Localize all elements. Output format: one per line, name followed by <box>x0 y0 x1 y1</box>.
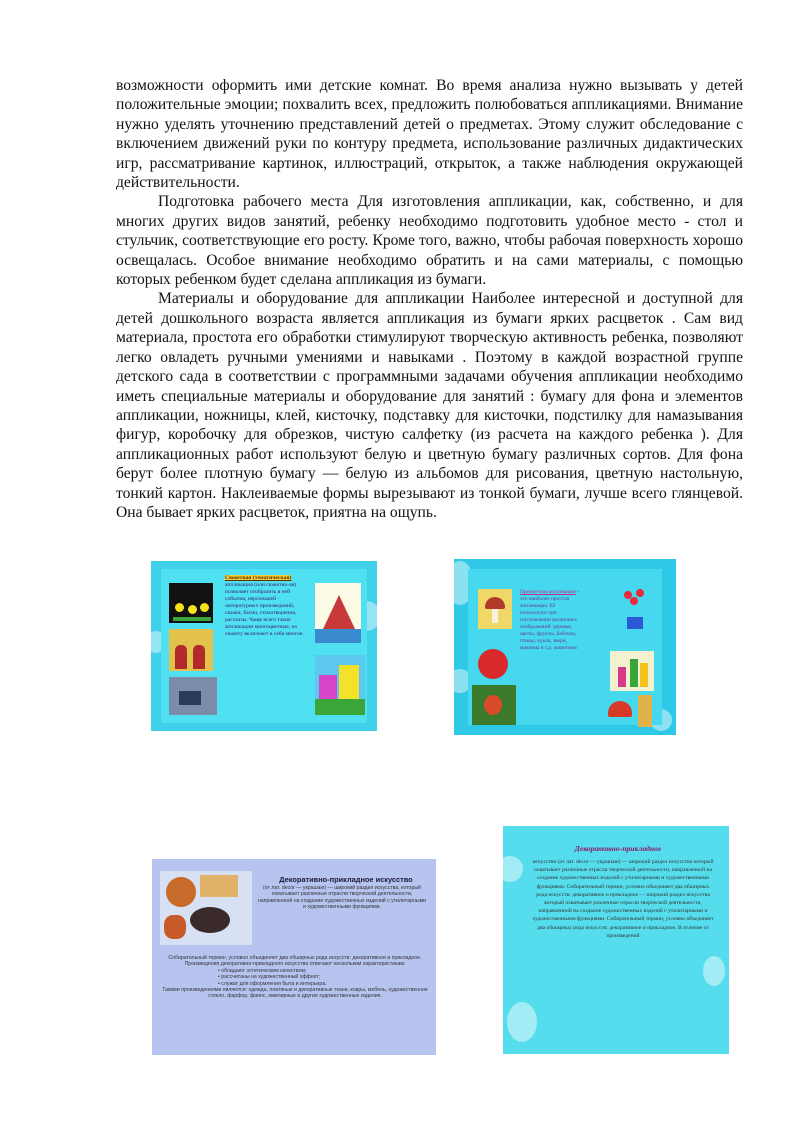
houses-picture <box>315 655 365 715</box>
ladybug-picture <box>478 649 508 679</box>
list-item: • служат для оформления быта и интерьера. <box>162 981 428 987</box>
slide-3-bullets <box>162 968 428 987</box>
slide-1-body: аппликация (или сюжетно-ая) позволяет отобразить в ней события, персонажей литературных произведений, сказки, басни, стихотворения, рассказы. Чаще всего такие аппликации многоцветные, по сюжету включают в себя многое. <box>225 582 304 637</box>
toys-picture <box>610 651 654 691</box>
slide-3-intro: (от лат. decor — украшаю) — широкий раздел искусства, который охватывает различные отрасли творческой деятельности, направленной на создание художественных изделий с утилитарными и художественными функциями. <box>257 885 427 911</box>
ceramics-picture <box>160 871 252 945</box>
slide-3-characteristics: Произведения декоративно-прикладного искусства отвечают нескольким характеристикам: <box>184 961 406 968</box>
list-item: • рассчитаны на художественный эффект; <box>162 974 428 980</box>
slide-object-applique <box>454 559 676 735</box>
slide-thematic-applique <box>151 561 377 731</box>
paragraph-2: Подготовка рабочего места Для изготовления аппликации, как, собственно, и для многих других видов занятий, ребенку необходимо подготовить удобное место - стол и стульчик, соответствующие его росту. Кроме того, важно, чтобы рабочая поверхность хорошо освещалась. Особое внимание необходимо обратить и на сами материалы, с помощью которых ребенком будет сделана аппликация из бумаги. <box>116 193 743 289</box>
slide-decorative-art-2 <box>503 826 729 1054</box>
chicks-picture <box>169 583 213 623</box>
figures-picture <box>169 629 213 671</box>
slide-decorative-art <box>152 859 436 1055</box>
slide-3-terms: Собирательный термин, условно объединяет два обширных рода искусств: декоративное и прикладное. <box>168 955 422 961</box>
list-item: • обладают эстетическим качеством; <box>162 968 428 974</box>
slide-1-title: Сюжетная (тематическая) <box>225 575 292 581</box>
body-text <box>116 76 743 522</box>
sailboat-picture <box>315 583 361 643</box>
slide-4-body: искусство (от лат. decor — украшаю) — широкий раздел искусства который охватывает различные отрасли творческой деятельности, направленной на создание художественных изделий с утилитарными и художественными функциями. Собирательный термин, условно объединяет два обширных рода искусств: декоративное и прикладное — широкий раздел искусства который охватывает различные отрасли творческой деятельности, направленной на создание художественных изделий с утилитарными и художественными функциями. Собирательный термин, условно объединяет два обширных рода искусств: декоративное и прикладное. В отличие от произведений <box>532 859 714 939</box>
slide-2-caption <box>520 589 582 652</box>
slide-3-examples: Такими произведениями являются: одежда, платяные и декоративные ткани, ковры, мебель, художественное стекло, фарфор, фаянс, ювелирные и другие художественные изделия. <box>162 987 428 1000</box>
bird-picture <box>472 685 516 725</box>
flowerpot-picture <box>622 589 648 631</box>
slide-2-body: – это наиболее простая аппликация. Её используют при изготовлении различных изображений: деревья, цветы, фрукты, бабочки, птицы, кукла, звери, машины и т.д. животные. <box>520 589 580 651</box>
rain-picture <box>169 677 217 715</box>
paragraph-1: возможности оформить ими детские комнат. Во время анализа нужно вызывать у детей положительные эмоции; похвалить всех, предложить полюбоваться аппликациями. Внимание нужно уделять уточнению представлений детей о предметах. Этому служит обследование с включением движений руки по контуру предмета, использование различных дидактических игр, рассматривание картинок, иллюстраций, открыток, а также наблюдения окружающей действительности. <box>116 77 743 192</box>
mushroom-house-picture <box>604 691 658 731</box>
mushroom-picture <box>478 589 512 629</box>
slide-1-caption <box>225 575 305 638</box>
slide-3-details <box>162 955 428 1000</box>
paragraph-3: Материалы и оборудование для аппликации Наиболее интересной и доступной для детей дошкольного возраста является аппликация из бумаги ярких расцветок . Сам вид материала, простота его обработки стимулируют творческую активность ребенка, позволяют легко овладеть ручными умениями и навыками . Поэтому в каждой возрастной группе детского сада в соответствии с программными задачами обучения аппликации необходимо иметь специальные материалы и оборудование для занятий : бумагу для фона и элементов аппликации, ножницы, клей, кисточку, подставку для кисточки, подстилку для намазывания фигур, коробочку для обрезков, чистую салфетку (из расчета на каждого ребенка ). Для аппликационных работ используют белую и цветную бумагу различных сортов. Для фона берут более плотную бумагу — белую из альбомов для рисования, цветную настольную, тонкий картон. Наклеиваемые формы вырезывают из тонкой бумаги, лучше всего глянцевой. Она бывает ярких расцветок, приятна на ощупь. <box>116 290 743 521</box>
slide-3-title: Декоративно-прикладное искусство <box>279 875 413 884</box>
slide-2-title: Предметная аппликация <box>520 589 576 595</box>
slide-4-title: Декоративно-прикладное <box>574 844 662 853</box>
